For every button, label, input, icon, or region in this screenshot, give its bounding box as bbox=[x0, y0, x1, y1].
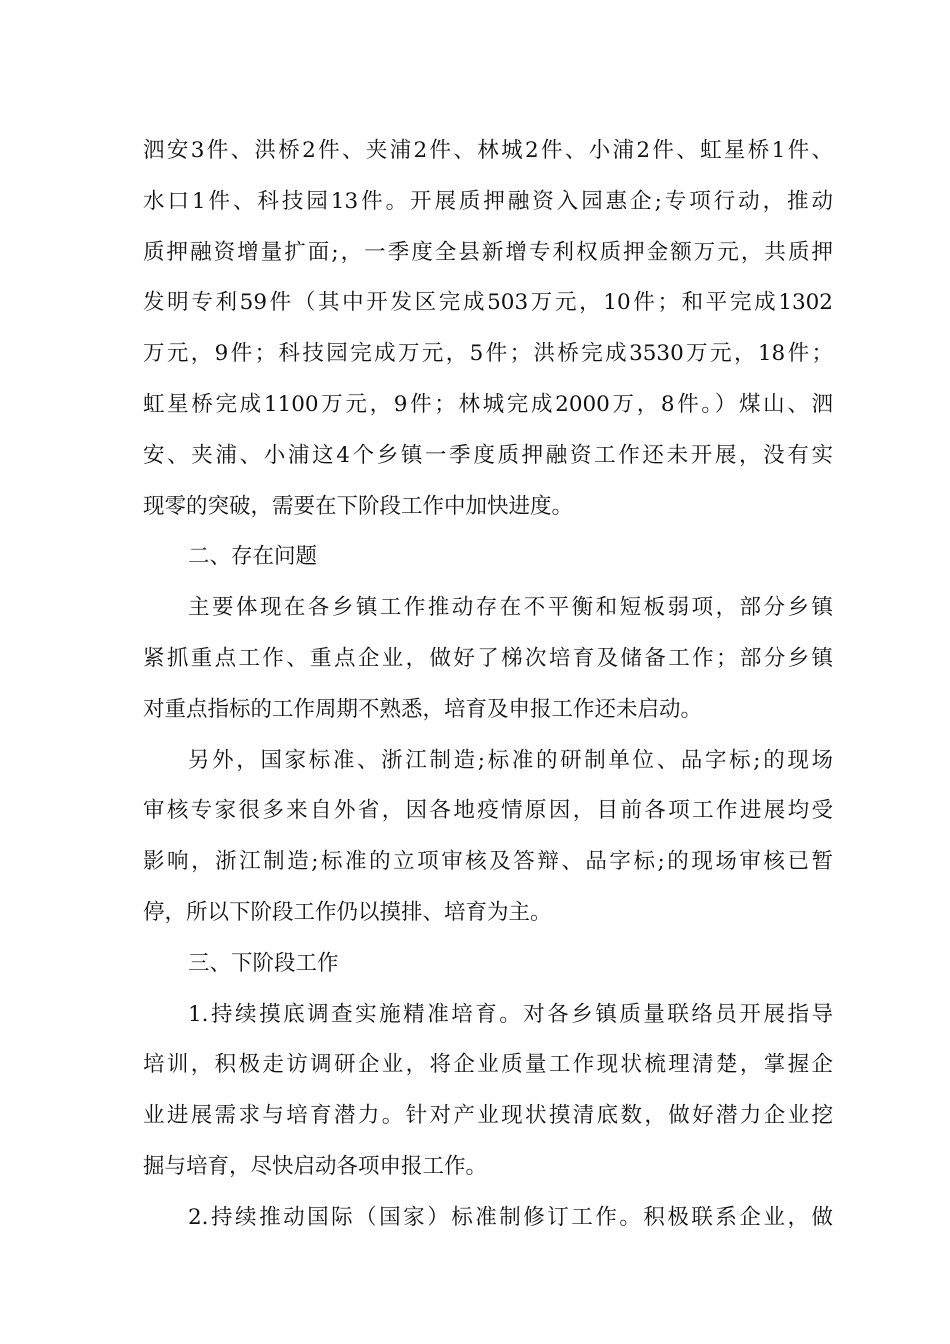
text-line: 影响，浙江制造;标准的立项审核及答辩、品字标;的现场审核已暂 bbox=[143, 849, 833, 875]
text-line: 现零的突破，需要在下阶段工作中加快进度。 bbox=[143, 493, 574, 519]
text-line: 万元，9件；科技园完成万元，5件；洪桥完成3530万元，18件； bbox=[143, 341, 833, 367]
text-line: 质押融资增量扩面;，一季度全县新增专利权质押金额万元，共质押 bbox=[143, 239, 833, 265]
text-line: 业进展需求与培育潜力。针对产业现状摸清底数，做好潜力企业挖 bbox=[143, 1103, 833, 1129]
text-line: 二、存在问题 bbox=[188, 544, 318, 570]
text-line: 主要体现在各乡镇工作推动存在不平衡和短板弱项，部分乡镇 bbox=[188, 595, 833, 621]
text-line: 停，所以下阶段工作仍以摸排、培育为主。 bbox=[143, 899, 552, 925]
text-line: 另外，国家标准、浙江制造;标准的研制单位、品字标;的现场 bbox=[188, 747, 833, 773]
text-line: 2.持续推动国际（国家）标准制修订工作。积极联系企业，做 bbox=[188, 1204, 833, 1230]
text-line: 泗安3件、洪桥2件、夹浦2件、林城2件、小浦2件、虹星桥1件、 bbox=[143, 138, 833, 163]
text-line: 发明专利59件（其中开发区完成503万元，10件；和平完成1302 bbox=[143, 290, 833, 316]
text-line: 1.持续摸底调查实施精准培育。对各乡镇质量联络员开展指导 bbox=[188, 1001, 833, 1027]
text-line: 安、夹浦、小浦这4个乡镇一季度质押融资工作还未开展，没有实 bbox=[143, 442, 833, 468]
text-line: 审核专家很多来自外省，因各地疫情原因，目前各项工作进展均受 bbox=[143, 798, 833, 824]
text-line: 对重点指标的工作周期不熟悉，培育及申报工作还未启动。 bbox=[143, 696, 703, 722]
text-line: 培训，积极走访调研企业，将企业质量工作现状梳理清楚，掌握企 bbox=[143, 1052, 833, 1078]
text-line: 水口1件、科技园13件。开展质押融资入园惠企;专项行动，推动 bbox=[143, 188, 833, 214]
text-line: 三、下阶段工作 bbox=[188, 950, 339, 976]
text-line: 掘与培育，尽快启动各项申报工作。 bbox=[143, 1153, 488, 1179]
text-line: 虹星桥完成1100万元，9件；林城完成2000万，8件。）煤山、泗 bbox=[143, 391, 833, 417]
document-body bbox=[143, 126, 833, 1244]
text-line: 紧抓重点工作、重点企业，做好了梯次培育及储备工作；部分乡镇 bbox=[143, 645, 833, 671]
